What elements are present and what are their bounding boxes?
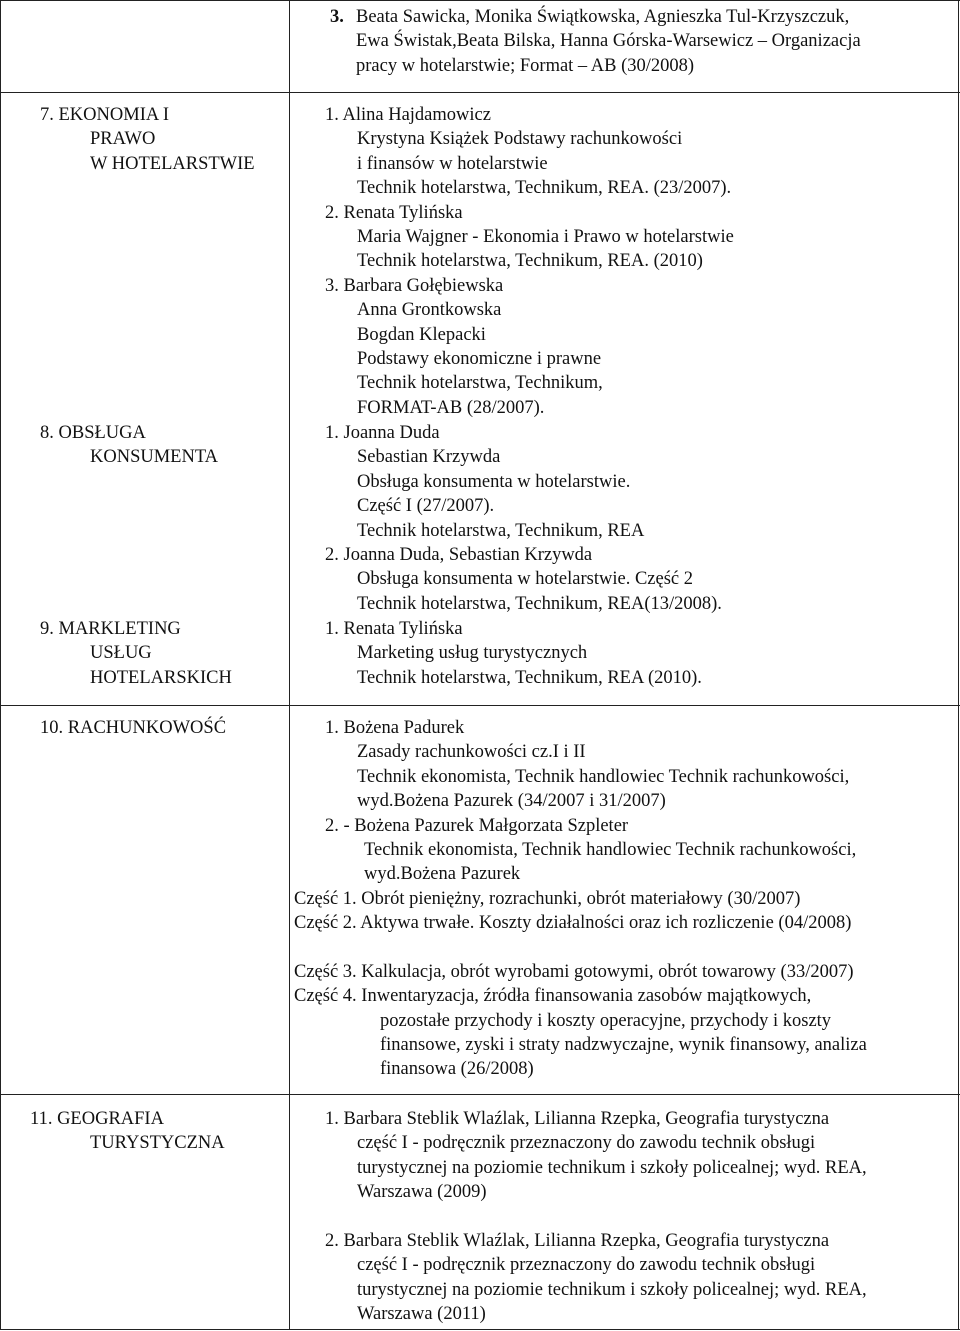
entry-line: Marketing usług turystycznych — [357, 643, 588, 664]
entry-line: 3. Beata Sawicka, Monika Świątkowska, Agnieszka Tul-Krzyszczuk, — [330, 7, 850, 27]
entry-line: Część 3. Kalkulacja, obrót wyrobami gotowymi, obrót towarowy (33/2007) — [294, 961, 854, 982]
section-entries-9 — [325, 617, 702, 690]
entry-line: Sebastian Krzywda — [357, 447, 501, 468]
entry-spacer — [325, 1205, 867, 1229]
table-border-right — [958, 0, 959, 1330]
row-divider-11 — [0, 1094, 960, 1095]
column-divider — [289, 0, 290, 1330]
entry-line: Technik hotelarstwa, Technikum, — [357, 373, 603, 394]
row-divider-10 — [0, 705, 960, 706]
table-border-bottom — [0, 1329, 960, 1330]
entry-line: Część I (27/2007). — [357, 496, 495, 517]
entry-line: i finansów w hotelarstwie — [357, 153, 548, 174]
entry-spacer — [294, 936, 867, 960]
entry-line: 1. Joanna Duda — [325, 423, 440, 443]
entry-line: FORMAT-AB (28/2007). — [357, 397, 545, 418]
top-row-entry — [330, 5, 861, 78]
entry-line: Bogdan Klepacki — [357, 324, 486, 345]
entry-line: finansowa (26/2008) — [380, 1059, 534, 1080]
entry-line: Anna Grontkowska — [357, 300, 502, 321]
table-border-top — [0, 0, 960, 1]
entry-line: część I - podręcznik przeznaczony do zawodu technik obsługi — [357, 1133, 816, 1154]
entry-line: Technik hotelarstwa, Technikum, REA — [357, 520, 645, 541]
entry-line: Obsługa konsumenta w hotelarstwie. — [357, 471, 631, 492]
section-label-8: 8. OBSŁUGA KONSUMENTA — [40, 423, 219, 468]
entry-line: 1. Renata Tylińska — [325, 619, 463, 639]
entry-line: Ewa Świstak,Beata Bilska, Hanna Górska-Warsewicz – Organizacja — [356, 31, 861, 52]
entry-line: 1. Barbara Steblik Wlaźlak, Lilianna Rzepka, Geografia turystyczna — [325, 1109, 830, 1129]
entry-line: Podstawy ekonomiczne i prawne — [357, 348, 602, 369]
row-divider-7 — [0, 92, 960, 93]
entry-line: 3. Barbara Gołębiewska — [325, 275, 504, 296]
entry-line: turystycznej na poziomie technikum i szkoły policealnej; wyd. REA, — [357, 1157, 867, 1178]
entry-line: Warszawa (2011) — [357, 1304, 486, 1325]
entry-line: pozostałe przychody i koszty operacyjne, przychody i koszty — [380, 1010, 832, 1031]
table-border-left — [0, 0, 1, 1330]
entry-line: finansowe, zyski i straty nadzwyczajne, wynik finansowy, analiza — [380, 1035, 867, 1056]
entry-line: wyd.Bożena Pazurek (34/2007 i 31/2007) — [357, 791, 666, 812]
entry-line: 2. - Bożena Pazurek Małgorzata Szpleter — [325, 815, 629, 836]
section-label-10: 10. RACHUNKOWOŚĆ — [40, 718, 227, 738]
section-entries-10 — [294, 716, 867, 1082]
entry-line: Technik ekonomista, Technik handlowiec Technik rachunkowości, — [357, 766, 850, 787]
entry-line: Technik hotelarstwa, Technikum, REA (2010). — [357, 667, 702, 688]
entry-line: turystycznej na poziomie technikum i szkoły policealnej; wyd. REA, — [357, 1279, 867, 1300]
entry-line: Część 1. Obrót pieniężny, rozrachunki, obrót materiałowy (30/2007) — [294, 888, 801, 909]
entry-line: Technik ekonomista, Technik handlowiec Technik rachunkowości, — [364, 839, 857, 860]
section-label-11: 11. GEOGRAFIA TURYSTYCZNA — [30, 1109, 225, 1154]
entry-line: pracy w hotelarstwie; Format – AB (30/2008) — [356, 55, 695, 76]
entry-line: Technik hotelarstwa, Technikum, REA. (23/2007). — [357, 178, 732, 199]
section-label-7: 7. EKONOMIA I PRAWO W HOTELARSTWIE — [40, 105, 255, 174]
section-entries-8 — [325, 421, 722, 616]
entry-line: Warszawa (2009) — [357, 1182, 487, 1203]
entry-line: 2. Joanna Duda, Sebastian Krzywda — [325, 544, 593, 565]
section-entries-7 — [325, 103, 734, 420]
entry-line: 2. Renata Tylińska — [325, 202, 463, 223]
entry-line: Krystyna Książek Podstawy rachunkowości — [357, 129, 683, 150]
entry-line: Część 2. Aktywa trwałe. Koszty działalności oraz ich rozliczenie (04/2008) — [294, 913, 852, 934]
section-entries-11 — [325, 1107, 867, 1327]
entry-line: Obsługa konsumenta w hotelarstwie. Część 2 — [357, 569, 694, 590]
entry-line: Technik hotelarstwa, Technikum, REA. (2010) — [357, 251, 703, 272]
entry-line: Technik hotelarstwa, Technikum, REA(13/2008). — [357, 593, 722, 614]
section-label-9: 9. MARKLETING USŁUG HOTELARSKICH — [40, 619, 232, 688]
entry-line: 2. Barbara Steblik Wlaźlak, Lilianna Rzepka, Geografia turystyczna — [325, 1230, 830, 1251]
entry-line: wyd.Bożena Pazurek — [364, 864, 521, 885]
entry-line: 1. Alina Hajdamowicz — [325, 105, 491, 125]
entry-line: część I - podręcznik przeznaczony do zawodu technik obsługi — [357, 1255, 816, 1276]
entry-line: Zasady rachunkowości cz.I i II — [357, 742, 586, 763]
entry-line: 1. Bożena Padurek — [325, 718, 465, 738]
entry-line: Maria Wajgner - Ekonomia i Prawo w hotelarstwie — [357, 226, 734, 247]
entry-line: Część 4. Inwentaryzacja, źródła finansowania zasobów majątkowych, — [294, 986, 812, 1007]
